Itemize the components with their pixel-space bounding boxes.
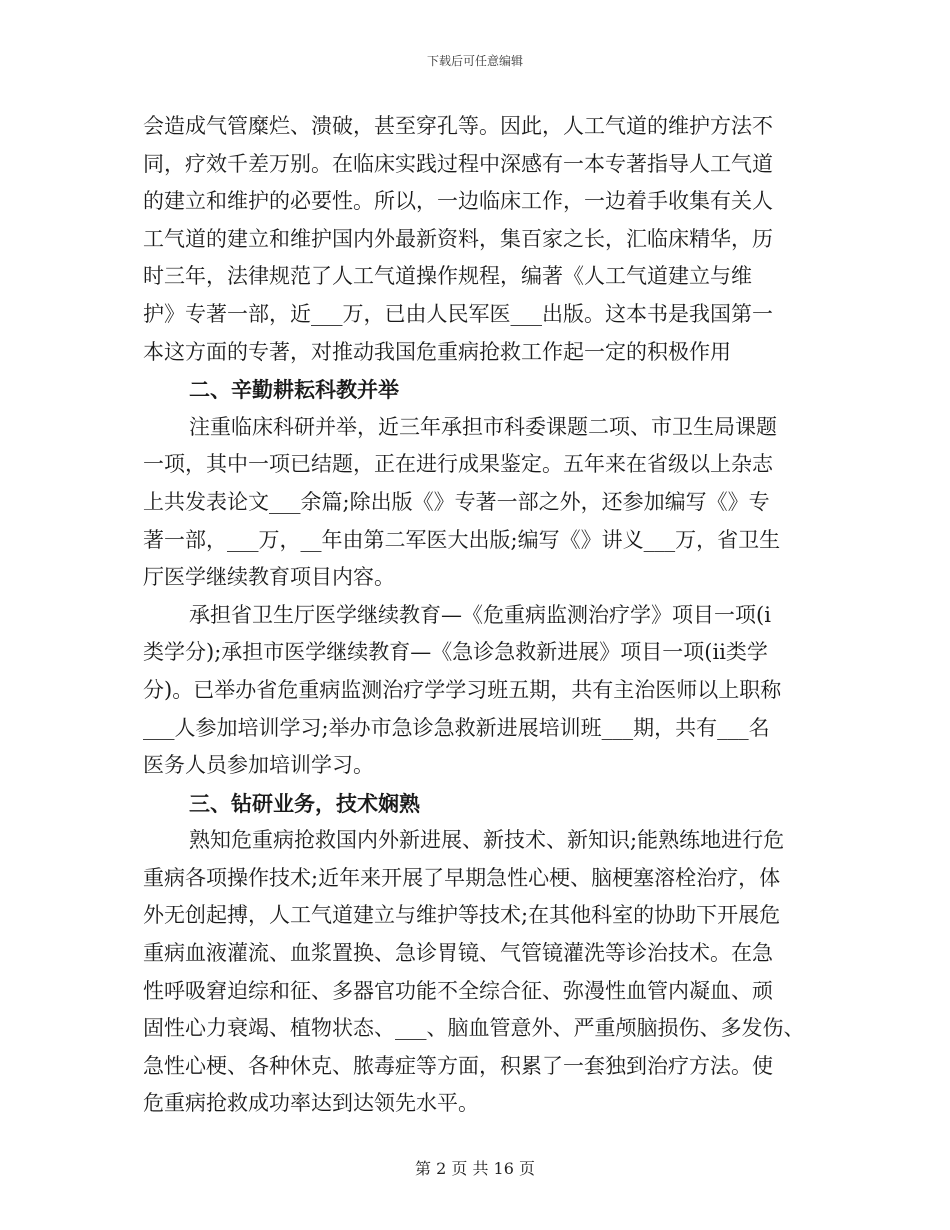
paragraph-line: 重病血液灌流、血浆置换、急诊胃镜、气管镜灌洗等诊治技术。在急 <box>143 941 773 966</box>
paragraph-line: 医务人员参加培训学习。 <box>143 753 374 778</box>
paragraph-line: 危重病抢救成功率达到达领先水平。 <box>143 1091 479 1116</box>
section-heading: 二、辛勤耕耘科教并举 <box>189 377 399 403</box>
paragraph-line: 急性心梗、各种休克、脓毒症等方面，积累了一套独到治疗方法。使 <box>143 1053 773 1078</box>
paragraph-line: 固性心力衰竭、植物状态、___、脑血管意外、严重颅脑损伤、多发伤、 <box>143 1016 805 1041</box>
paragraph-line: 注重临床科研并举，近三年承担市科委课题二项、市卫生局课题 <box>189 414 777 439</box>
paragraph-line: 著一部，___万，__年由第二军医大出版;编写《》讲义___万，省卫生 <box>143 527 781 552</box>
paragraph-line: 同，疗效千差万别。在临床实践过程中深感有一本专著指导人工气道 <box>143 151 773 176</box>
paragraph-line: 护》专著一部，近___万，已由人民军医___出版。这本书是我国第一 <box>143 301 773 326</box>
paragraph-line: 的建立和维护的必要性。所以，一边临床工作，一边着手收集有关人 <box>143 189 773 214</box>
paragraph-line: 一项，其中一项已结题，正在进行成果鉴定。五年来在省级以上杂志 <box>143 452 773 477</box>
paragraph-line: 会造成气管糜烂、溃破，甚至穿孔等。因此，人工气道的维护方法不 <box>143 114 773 138</box>
section-heading: 三、钻研业务，技术娴熟 <box>189 790 420 816</box>
paragraph-line: 本这方面的专著，对推动我国危重病抢救工作起一定的积极作用 <box>143 339 731 364</box>
paragraph-line: ___人参加培训学习;举办市急诊急救新进展培训班___期，共有___名 <box>143 715 770 740</box>
page-number: 第 2 页 共 16 页 <box>415 1159 535 1178</box>
paragraph-line: 承担省卫生厅医学继续教育—《危重病监测治疗学》项目一项(ⅰ <box>189 602 771 627</box>
paragraph-line: 外无创起搏，人工气道建立与维护等技术;在其他科室的协助下开展危 <box>143 903 781 928</box>
page-header: 下载后可任意编辑 <box>426 54 523 68</box>
paragraph-line: 重病各项操作技术;近年来开展了早期急性心梗、脑梗塞溶栓治疗，体 <box>143 865 781 890</box>
paragraph-line: 工气道的建立和维护国内外最新资料，集百家之长，汇临床精华，历 <box>143 226 773 251</box>
paragraph-line: 分)。已举办省危重病监测治疗学学习班五期，共有主治医师以上职称 <box>143 677 782 702</box>
paragraph-line: 上共发表论文___余篇;除出版《》专著一部之外，还参加编写《》专 <box>143 489 770 514</box>
paragraph-line: 类学分);承担市医学继续教育—《急诊急救新进展》项目一项(ⅱ类学 <box>143 640 768 665</box>
paragraph-line: 性呼吸窘迫综和征、多器官功能不全综合征、弥漫性血管内凝血、顽 <box>143 978 773 1003</box>
paragraph-line: 时三年，法律规范了人工气道操作规程，编著《人工气道建立与维 <box>143 264 752 289</box>
paragraph-line: 厅医学继续教育项目内容。 <box>143 565 395 590</box>
document-body <box>143 108 823 1123</box>
paragraph-line: 熟知危重病抢救国内外新进展、新技术、新知识;能熟练地进行危 <box>189 828 785 853</box>
